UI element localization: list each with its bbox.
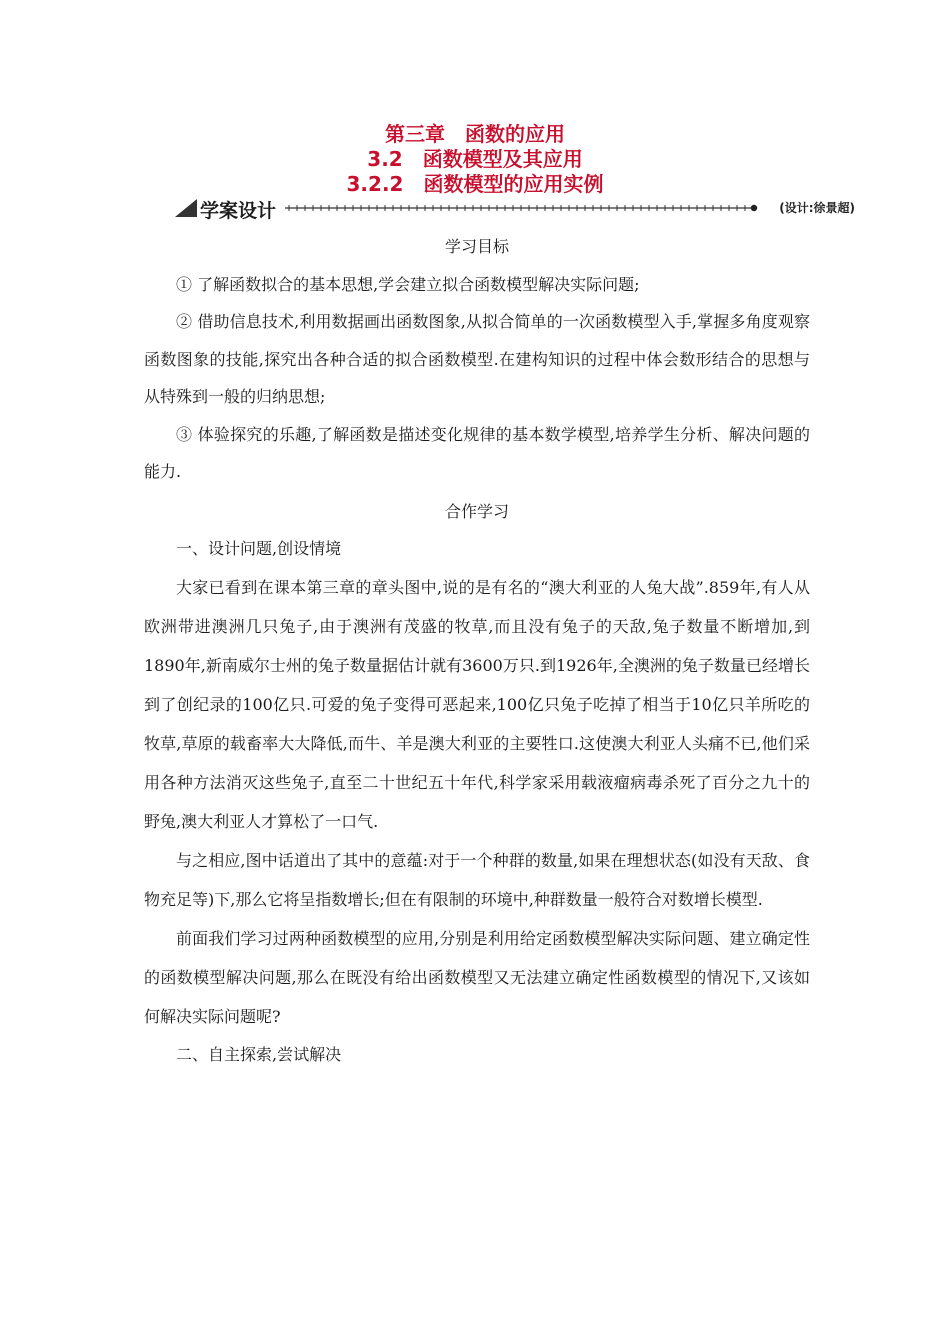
part1-heading: 一、设计问题,创设情境 <box>176 539 342 558</box>
section-title: 3.2 函数模型及其应用 <box>367 147 583 171</box>
designer-credit: (设计:徐景超) <box>779 201 855 215</box>
objective-item-3: ③ 体验探究的乐趣,了解函数是描述变化规律的基本数学模型,培养学生分析、解决问题的能力. <box>144 424 810 481</box>
chapter-title: 第三章 函数的应用 <box>385 122 565 146</box>
part2-heading: 二、自主探索,尝试解决 <box>176 1044 342 1064</box>
objective-item-1: ① 了解函数拟合的基本思想,学会建立拟合函数模型解决实际问题; <box>176 274 640 294</box>
study-plan-banner <box>175 196 855 220</box>
paragraph-1: 大家已看到在课本第三章的章头图中,说的是有名的“澳大利亚的人兔大战”.859年,有人从欧洲带进澳洲几只兔子,由于澳洲有茂盛的牧草,而且没有兔子的天敌,兔子数量不断增加,到1890年,新南威尔士州的兔子数量据估计就有3600万只.到1926年,全澳洲的兔子数量已经增长到了创纪录的100亿只.可爱的兔子变得可恶起来,100亿只兔子吃掉了相当于10亿只羊所吃的牧草,草原的载畜率大大降低,而牛、羊是澳大利亚的主要牲口.这使澳大利亚人头痛不已,他们采用各种方法消灭这些兔子,直至二十世纪五十年代,科学家采用载液瘤病毒杀死了百分之九十的野兔,澳大利亚人才算松了一口气. <box>144 577 810 831</box>
cooperative-heading: 合作学习 <box>444 501 509 521</box>
paragraph-2: 与之相应,图中话道出了其中的意蕴:对于一个种群的数量,如果在理想状态(如没有天敌、食物充足等)下,那么它将呈指数增长;但在有限制的环境中,种群数量一般符合对数增长模型. <box>144 850 810 909</box>
banner-title: 学案设计 <box>200 200 277 222</box>
title-block <box>0 122 950 197</box>
paragraph-3: 前面我们学习过两种函数模型的应用,分别是利用给定函数模型解决实际问题、建立确定性的函数模型解决问题,那么在既没有给出函数模型又无法建立确定性函数模型的情况下,又该如何解决实际问题呢? <box>144 928 810 1026</box>
dotted-rule <box>285 202 760 214</box>
content-body <box>144 228 810 1073</box>
objective-item-2: ② 借助信息技术,利用数据画出函数图象,从拟合简单的一次函数模型入手,掌握多角度观察函数图象的技能,探究出各种合适的拟合函数模型.在建构知识的过程中体会数形结合的思想与从特殊到一般的归纳思想; <box>144 312 810 406</box>
subsection-title: 3.2.2 函数模型的应用实例 <box>346 172 604 196</box>
objectives-heading: 学习目标 <box>444 237 509 256</box>
triangle-icon <box>175 199 197 217</box>
